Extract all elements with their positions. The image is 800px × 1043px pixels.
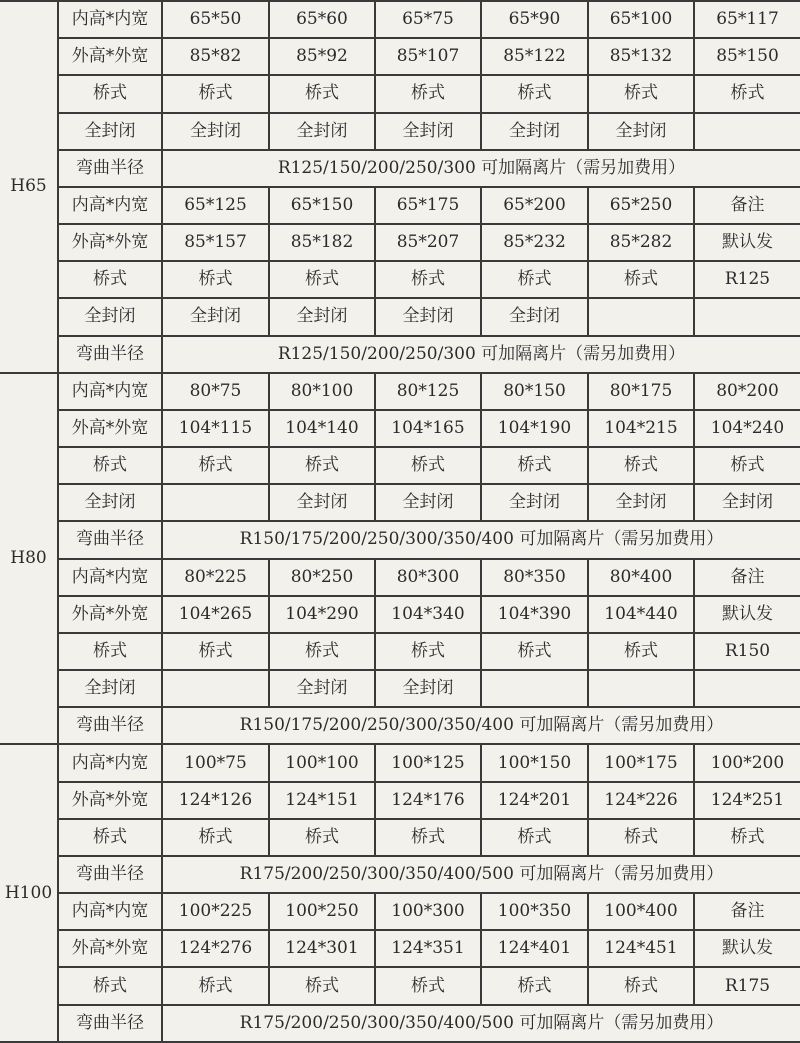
table-cell: 全封闭: [588, 113, 694, 150]
table-cell: 124*451: [588, 930, 694, 967]
table-row: [0, 75, 800, 112]
table-cell: 124*201: [481, 782, 588, 819]
table-cell: 80*300: [375, 559, 481, 596]
table-cell: 85*107: [375, 38, 481, 75]
table-cell: 桥式: [162, 261, 269, 298]
bend-radius-note: R175/200/250/300/350/400/500 可加隔离片（需另加费用）: [162, 1005, 800, 1042]
table-cell: 104*290: [269, 596, 375, 633]
table-row: [0, 559, 800, 596]
row-label: 全封闭: [58, 670, 162, 707]
table-cell: 全封闭: [375, 298, 481, 335]
table-cell: 全封闭: [375, 113, 481, 150]
table-row: [0, 410, 800, 447]
row-label: 外高*外宽: [58, 782, 162, 819]
row-label: 外高*外宽: [58, 38, 162, 75]
table-cell: 85*182: [269, 224, 375, 261]
table-cell: 100*175: [588, 744, 694, 781]
table-cell: 124*126: [162, 782, 269, 819]
table-cell: 100*225: [162, 893, 269, 930]
table-cell: 全封闭: [269, 113, 375, 150]
table-cell: 85*157: [162, 224, 269, 261]
row-label: 桥式: [58, 633, 162, 670]
row-label: 全封闭: [58, 484, 162, 521]
table-cell: 65*175: [375, 187, 481, 224]
table-row: [0, 336, 800, 373]
table-cell: 全封闭: [588, 484, 694, 521]
table-cell: 65*150: [269, 187, 375, 224]
row-label: 内高*内宽: [58, 744, 162, 781]
table-cell: 桥式: [162, 447, 269, 484]
table-cell: 100*75: [162, 744, 269, 781]
table-cell: 桥式: [375, 75, 481, 112]
table-cell: 104*215: [588, 410, 694, 447]
table-cell: 80*350: [481, 559, 588, 596]
table-cell: 桥式: [588, 819, 694, 856]
bend-radius-note: R150/175/200/250/300/350/400 可加隔离片（需另加费用）: [162, 521, 800, 558]
row-label: 全封闭: [58, 298, 162, 335]
group-label-h65: H65: [0, 1, 58, 373]
table-row: [0, 447, 800, 484]
row-label: 桥式: [58, 75, 162, 112]
empty-cell: [588, 670, 694, 707]
row-label: 外高*外宽: [58, 410, 162, 447]
table-row: [0, 1, 800, 38]
table-row: [0, 819, 800, 856]
table-cell: 桥式: [375, 447, 481, 484]
table-cell: 85*82: [162, 38, 269, 75]
table-cell: 全封闭: [375, 670, 481, 707]
table-row: [0, 633, 800, 670]
row-label: 全封闭: [58, 113, 162, 150]
table-cell: 85*282: [588, 224, 694, 261]
bend-radius-note: R125/150/200/250/300 可加隔离片（需另加费用）: [162, 150, 800, 187]
table-cell: 100*400: [588, 893, 694, 930]
table-cell: 124*151: [269, 782, 375, 819]
table-cell: 104*240: [694, 410, 800, 447]
table-row: [0, 38, 800, 75]
table-row: [0, 596, 800, 633]
row-label: 内高*内宽: [58, 1, 162, 38]
bend-radius-note: R175/200/250/300/350/400/500 可加隔离片（需另加费用）: [162, 856, 800, 893]
table-cell: 桥式: [269, 967, 375, 1004]
table-row: [0, 856, 800, 893]
bend-radius-note: R150/175/200/250/300/350/400 可加隔离片（需另加费用）: [162, 707, 800, 744]
table-cell: 全封闭: [162, 298, 269, 335]
table-cell: 80*400: [588, 559, 694, 596]
empty-cell: [481, 670, 588, 707]
table-row: [0, 670, 800, 707]
table-cell: 104*165: [375, 410, 481, 447]
table-cell: 65*117: [694, 1, 800, 38]
table-cell: 65*200: [481, 187, 588, 224]
table-cell: 80*100: [269, 373, 375, 410]
table-cell: 100*300: [375, 893, 481, 930]
table-row: [0, 484, 800, 521]
table-cell: 桥式: [269, 75, 375, 112]
table-cell: 桥式: [588, 75, 694, 112]
table-cell: 默认发: [694, 930, 800, 967]
table-cell: 桥式: [269, 447, 375, 484]
table-cell: 124*276: [162, 930, 269, 967]
table-cell: 80*250: [269, 559, 375, 596]
group-label-h100: H100: [0, 744, 58, 1041]
table-row: [0, 298, 800, 335]
table-cell: R125: [694, 261, 800, 298]
table-cell: 全封闭: [694, 484, 800, 521]
table-row: [0, 224, 800, 261]
table-cell: 桥式: [375, 819, 481, 856]
table-cell: 104*265: [162, 596, 269, 633]
empty-cell: [694, 113, 800, 150]
row-label: 内高*内宽: [58, 373, 162, 410]
table-cell: 桥式: [162, 633, 269, 670]
table-cell: 85*92: [269, 38, 375, 75]
table-cell: 备注: [694, 559, 800, 596]
table-cell: 桥式: [694, 75, 800, 112]
row-label: 弯曲半径: [58, 856, 162, 893]
table-cell: 65*60: [269, 1, 375, 38]
table-cell: 80*150: [481, 373, 588, 410]
row-label: 外高*外宽: [58, 930, 162, 967]
table-cell: 100*100: [269, 744, 375, 781]
table-cell: 桥式: [481, 261, 588, 298]
table-cell: 80*200: [694, 373, 800, 410]
row-label: 弯曲半径: [58, 150, 162, 187]
table-cell: 桥式: [481, 967, 588, 1004]
table-row: [0, 521, 800, 558]
table-row: [0, 782, 800, 819]
table-cell: 桥式: [375, 967, 481, 1004]
row-label: 桥式: [58, 261, 162, 298]
table-cell: 65*250: [588, 187, 694, 224]
table-cell: 65*90: [481, 1, 588, 38]
table-cell: 65*125: [162, 187, 269, 224]
table-cell: 桥式: [588, 447, 694, 484]
table-row: [0, 261, 800, 298]
table-cell: 全封闭: [481, 484, 588, 521]
table-row: [0, 930, 800, 967]
table-cell: R175: [694, 967, 800, 1004]
row-label: 内高*内宽: [58, 187, 162, 224]
table-row: [0, 893, 800, 930]
row-label: 弯曲半径: [58, 521, 162, 558]
empty-cell: [694, 670, 800, 707]
table-row: [0, 187, 800, 224]
table-cell: 104*440: [588, 596, 694, 633]
table-cell: 全封闭: [481, 113, 588, 150]
table-cell: 桥式: [162, 819, 269, 856]
table-cell: 100*350: [481, 893, 588, 930]
table-cell: 124*301: [269, 930, 375, 967]
table-cell: 85*207: [375, 224, 481, 261]
table-row: [0, 150, 800, 187]
table-cell: 80*75: [162, 373, 269, 410]
table-cell: 85*232: [481, 224, 588, 261]
table-cell: R150: [694, 633, 800, 670]
table-cell: 100*200: [694, 744, 800, 781]
table-row: [0, 967, 800, 1004]
table-cell: 全封闭: [269, 670, 375, 707]
table-cell: 104*340: [375, 596, 481, 633]
row-label: 桥式: [58, 819, 162, 856]
table-row: [0, 744, 800, 781]
table-cell: 全封闭: [481, 298, 588, 335]
table-cell: 桥式: [588, 633, 694, 670]
table-cell: 104*190: [481, 410, 588, 447]
table-cell: 104*115: [162, 410, 269, 447]
table-cell: 备注: [694, 187, 800, 224]
table-cell: 85*122: [481, 38, 588, 75]
table-cell: 85*132: [588, 38, 694, 75]
table-cell: 桥式: [269, 819, 375, 856]
table-cell: 桥式: [481, 447, 588, 484]
group-label-h80: H80: [0, 373, 58, 745]
table-cell: 默认发: [694, 224, 800, 261]
table-cell: 桥式: [481, 633, 588, 670]
empty-cell: [162, 670, 269, 707]
bend-radius-note: R125/150/200/250/300 可加隔离片（需另加费用）: [162, 336, 800, 373]
row-label: 弯曲半径: [58, 1005, 162, 1042]
table-cell: 104*390: [481, 596, 588, 633]
table-cell: 124*176: [375, 782, 481, 819]
table-cell: 全封闭: [269, 298, 375, 335]
row-label: 外高*外宽: [58, 224, 162, 261]
table-cell: 桥式: [588, 967, 694, 1004]
table-cell: 85*150: [694, 38, 800, 75]
table-cell: 100*150: [481, 744, 588, 781]
table-cell: 124*251: [694, 782, 800, 819]
table-cell: 桥式: [588, 261, 694, 298]
table-cell: 桥式: [375, 633, 481, 670]
table-cell: 桥式: [694, 819, 800, 856]
table-cell: 104*140: [269, 410, 375, 447]
table-cell: 全封闭: [375, 484, 481, 521]
table-cell: 124*226: [588, 782, 694, 819]
table-cell: 桥式: [375, 261, 481, 298]
table-cell: 100*125: [375, 744, 481, 781]
table-cell: 65*100: [588, 1, 694, 38]
table-row: [0, 113, 800, 150]
table-cell: 124*401: [481, 930, 588, 967]
row-label: 内高*内宽: [58, 893, 162, 930]
row-label: 弯曲半径: [58, 336, 162, 373]
table-row: [0, 1005, 800, 1042]
table-cell: 全封闭: [269, 484, 375, 521]
table-cell: 124*351: [375, 930, 481, 967]
table-cell: 65*50: [162, 1, 269, 38]
row-label: 外高*外宽: [58, 596, 162, 633]
table-cell: 桥式: [481, 819, 588, 856]
row-label: 弯曲半径: [58, 707, 162, 744]
empty-cell: [588, 298, 694, 335]
table-cell: 默认发: [694, 596, 800, 633]
table-cell: 桥式: [269, 633, 375, 670]
row-label: 内高*内宽: [58, 559, 162, 596]
table-row: [0, 373, 800, 410]
row-label: 桥式: [58, 447, 162, 484]
table-row: [0, 707, 800, 744]
table-cell: 80*175: [588, 373, 694, 410]
table-cell: 65*75: [375, 1, 481, 38]
empty-cell: [694, 298, 800, 335]
table-cell: 桥式: [694, 447, 800, 484]
row-label: 桥式: [58, 967, 162, 1004]
table-cell: 80*125: [375, 373, 481, 410]
table-cell: 100*250: [269, 893, 375, 930]
table-cell: 桥式: [162, 75, 269, 112]
empty-cell: [162, 484, 269, 521]
table-cell: 80*225: [162, 559, 269, 596]
table-body: [0, 1, 800, 1042]
table-cell: 备注: [694, 893, 800, 930]
table-cell: 全封闭: [162, 113, 269, 150]
table-cell: 桥式: [269, 261, 375, 298]
table-cell: 桥式: [162, 967, 269, 1004]
table-cell: 桥式: [481, 75, 588, 112]
